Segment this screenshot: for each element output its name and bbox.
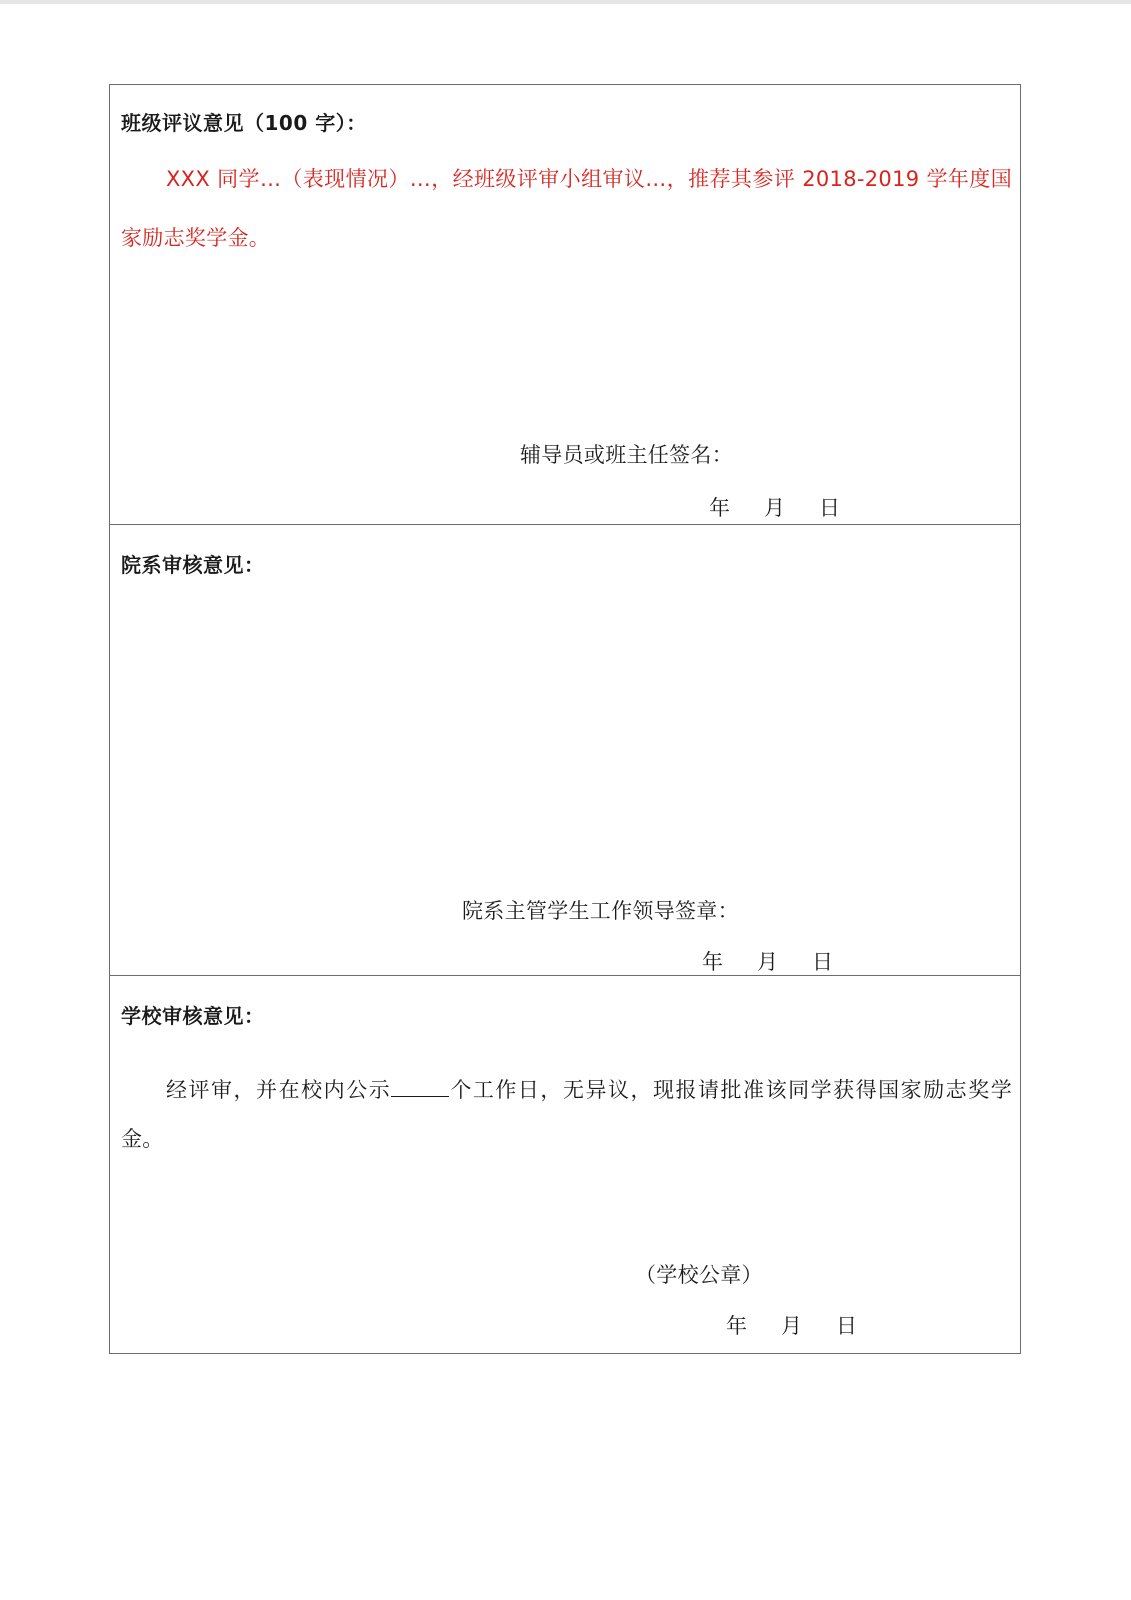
school-review-date — [726, 1310, 857, 1340]
date-month: 月 — [764, 496, 785, 520]
class-review-section — [110, 85, 1020, 525]
school-review-section — [110, 976, 1020, 1353]
date-year: 年 — [709, 496, 730, 520]
date-day: 日 — [812, 950, 833, 974]
date-month: 月 — [781, 1314, 802, 1338]
scholarship-review-form — [109, 84, 1021, 1354]
publicity-days-blank[interactable] — [391, 1078, 449, 1097]
date-month: 月 — [757, 950, 778, 974]
class-review-date — [709, 492, 840, 522]
counselor-signature-label: 辅导员或班主任签名： — [520, 443, 733, 467]
top-strip — [0, 0, 1131, 4]
date-day: 日 — [836, 1314, 857, 1338]
department-review-date — [702, 946, 833, 976]
approval-text-before: 经评审，并在校内公示 — [166, 1078, 392, 1102]
approval-text-after: 个工作日，无异议，现报请批准该同学获得国家励志奖学金。 — [121, 1078, 1013, 1151]
class-review-sample-text[interactable]: XXX 同学…（表现情况）…，经班级评审小组审议…，推荐其参评 2018-2019 学年度国家励志奖学金。 — [121, 167, 1012, 250]
date-year: 年 — [726, 1314, 747, 1338]
department-review-section — [110, 525, 1020, 976]
date-day: 日 — [819, 496, 840, 520]
date-year: 年 — [702, 950, 723, 974]
school-approval-text — [121, 1066, 1012, 1164]
class-review-label: 班级评议意见（100 字）： — [121, 111, 367, 135]
school-seal-label: （学校公章） — [635, 1263, 763, 1287]
school-review-label: 学校审核意见： — [121, 1004, 265, 1028]
department-review-label: 院系审核意见： — [121, 553, 265, 577]
department-signature-label: 院系主管学生工作领导签章： — [462, 899, 739, 923]
